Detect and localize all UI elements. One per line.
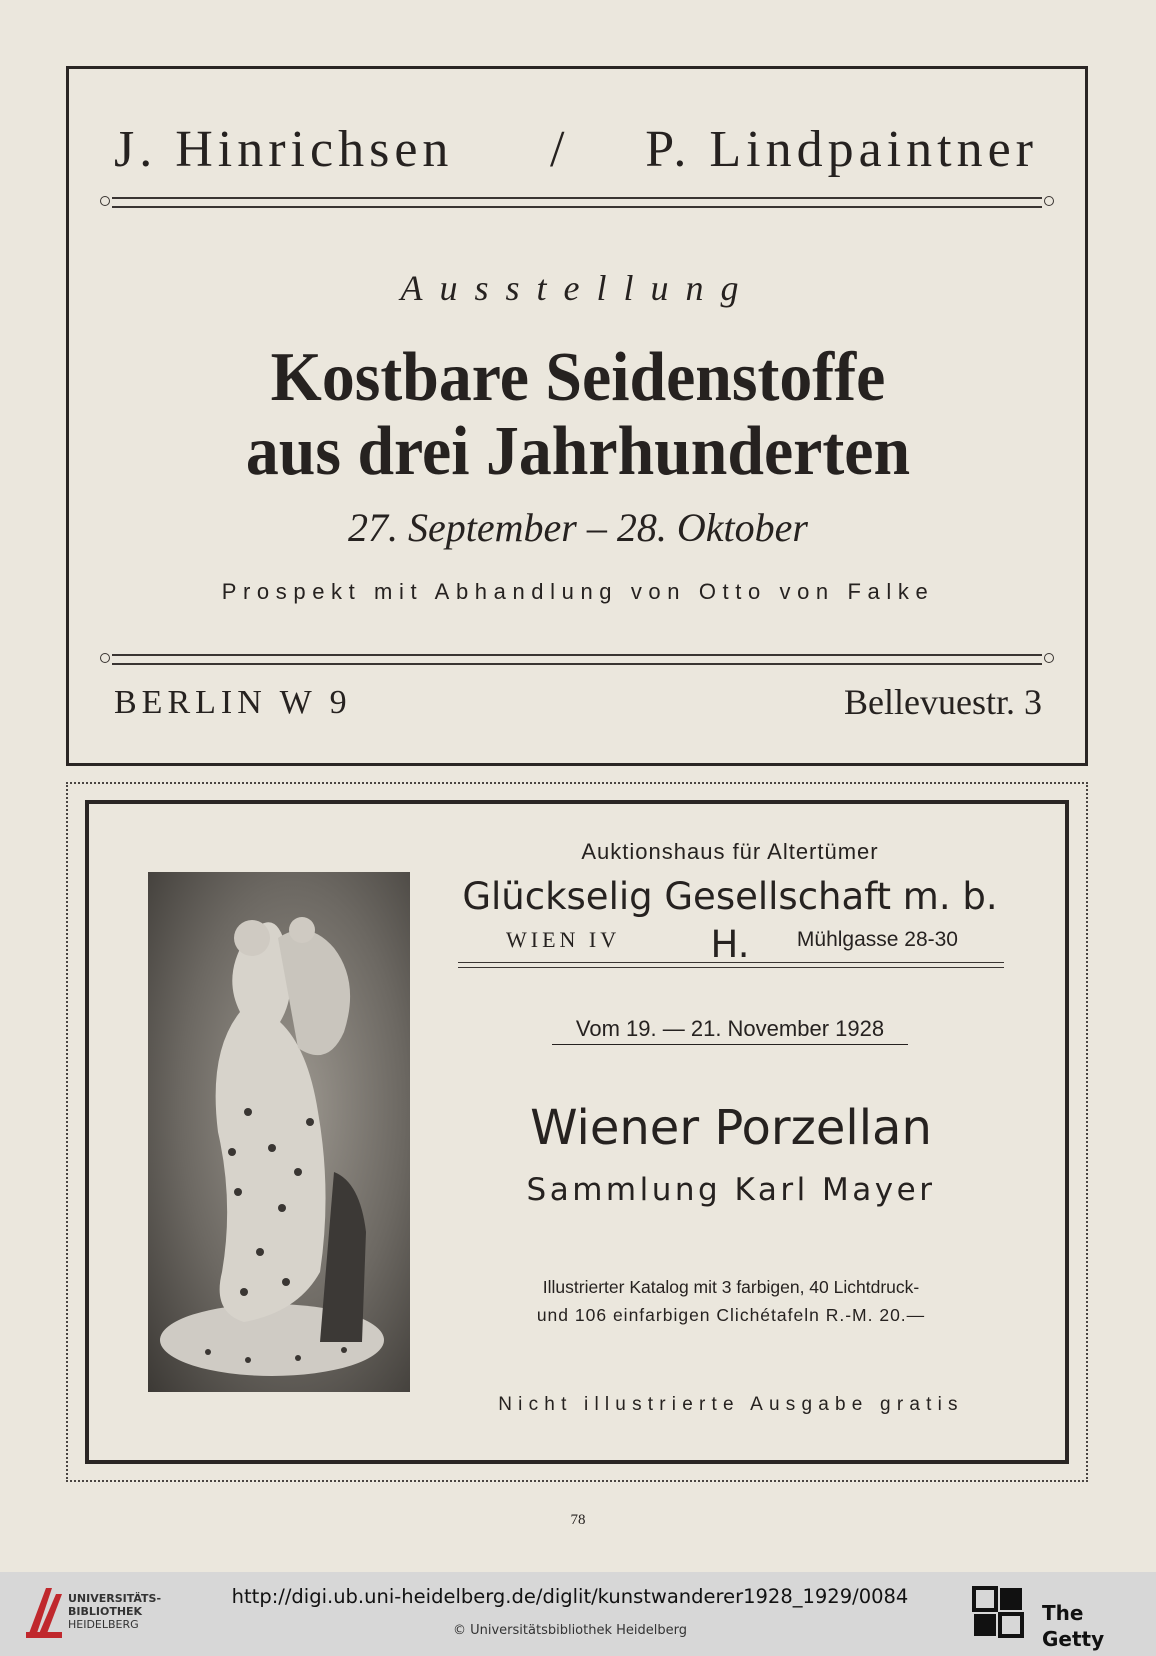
footer-bar	[0, 1572, 1156, 1656]
ad2-company: Glückselig Gesellschaft m. b. H.	[462, 875, 998, 966]
ad2-free-edition: Nicht illustrierte Ausgabe gratis	[498, 1394, 964, 1415]
ad2-kicker: Auktionshaus für Altertümer	[581, 839, 879, 864]
ad1-header-right: P. Lindpaintner	[645, 121, 1038, 178]
heidelberg-logo-icon	[24, 1586, 64, 1642]
library-name-line1: UNIVERSITÄTS-	[68, 1592, 162, 1605]
page-number: 78	[570, 1512, 586, 1528]
ad2-street: Mühlgasse 28-30	[796, 928, 958, 951]
ad1-dates: 27. September – 28. Oktober	[348, 505, 808, 550]
library-name-line2: BIBLIOTHEK	[68, 1605, 143, 1618]
ad2-city: WIEN IV	[506, 927, 621, 952]
getty-logo[interactable]	[966, 1586, 1146, 1651]
ad1-street: Bellevuestr. 3	[844, 682, 1042, 722]
ad1-title-line1: Kostbare Seidenstoffe	[270, 339, 886, 416]
ad1-title-line2: aus drei Jahrhunderten	[245, 413, 911, 490]
library-name-line3: HEIDELBERG	[68, 1618, 139, 1631]
ad2-rule	[458, 962, 1004, 968]
ad2-subtitle: Sammlung Karl Mayer	[526, 1172, 936, 1208]
source-url[interactable]: http://digi.ub.uni-heidelberg.de/diglit/kunstwanderer1928_1929/0084	[231, 1585, 909, 1608]
copyright: © Universitätsbibliothek Heidelberg	[452, 1623, 687, 1638]
porcelain-figure-photo	[148, 872, 410, 1392]
ad2-dates: Vom 19. — 21. November 1928	[552, 1014, 908, 1045]
ad1-kicker: Ausstellung	[400, 268, 756, 308]
ad1-prospekt: Prospekt mit Abhandlung von Otto von Falke	[221, 579, 935, 604]
heidelberg-logo[interactable]	[18, 1582, 168, 1644]
ad2-title: Wiener Porzellan	[530, 1100, 932, 1156]
ad1-header	[110, 118, 1040, 182]
ad1-header-left: J. Hinrichsen	[114, 121, 454, 178]
ad1-rule-bottom	[112, 654, 1042, 665]
ad2-catalog-line1: Illustrierter Katalog mit 3 farbigen, 40 Lichtdruck-	[542, 1277, 920, 1297]
ad1-header-sep: /	[550, 121, 570, 178]
getty-name: The Getty	[1042, 1601, 1105, 1651]
ad1-rule-top	[112, 197, 1042, 208]
ad2-catalog-line2: und 106 einfarbigen Clichétafeln R.-M. 20.—	[536, 1305, 926, 1325]
getty-logo-icon	[972, 1586, 1024, 1642]
porcelain-figure-illustration	[148, 872, 410, 1392]
ad1-city: BERLIN W 9	[114, 684, 352, 721]
